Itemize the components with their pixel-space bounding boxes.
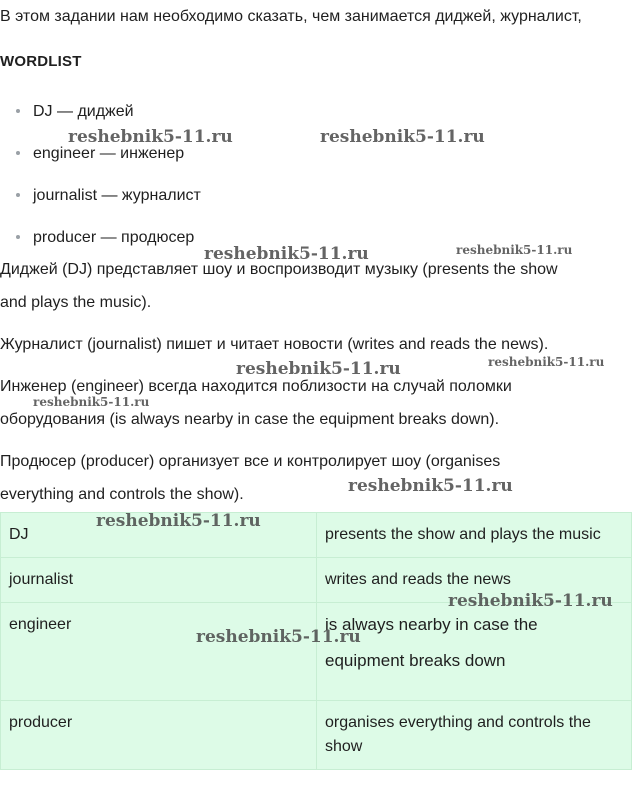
- table-cell-term: producer: [1, 701, 317, 770]
- watermark-text: reshebnik5-11.ru: [448, 591, 613, 611]
- watermark-text: reshebnik5-11.ru: [488, 355, 605, 369]
- watermark-text: reshebnik5-11.ru: [348, 476, 513, 496]
- watermark-text: reshebnik5-11.ru: [196, 627, 361, 647]
- watermark-text: reshebnik5-11.ru: [236, 359, 401, 379]
- list-item: journalist — журналист: [33, 185, 201, 207]
- bullet-icon: [16, 193, 20, 197]
- table-row: [1, 603, 632, 701]
- watermark-text: reshebnik5-11.ru: [33, 395, 150, 409]
- paragraph-producer-line2: everything and controls the show).: [0, 486, 244, 503]
- table-cell-definition: presents the show and plays the music: [317, 513, 632, 558]
- paragraph-producer-line1: Продюсер (producer) организует все и контролирует шоу (organises: [0, 453, 501, 470]
- list-item: DJ — диджей: [33, 101, 134, 123]
- bullet-icon: [16, 235, 20, 239]
- intro-text: В этом задании нам необходимо сказать, чем занимается диджей, журналист,: [0, 8, 582, 25]
- watermark-text: reshebnik5-11.ru: [456, 243, 573, 257]
- wordlist-heading: WORDLIST: [0, 53, 82, 70]
- bullet-icon: [16, 151, 20, 155]
- watermark-text: reshebnik5-11.ru: [96, 511, 261, 531]
- list-item: producer — продюсер: [33, 227, 194, 249]
- list-item: engineer — инженер: [33, 143, 184, 165]
- table-cell-term: DJ: [1, 513, 317, 558]
- table-cell-definition: organises everything and controls the show: [317, 701, 632, 770]
- paragraph-engineer-line1: Инженер (engineer) всегда находится поблизости на случай поломки: [0, 378, 512, 395]
- table-cell-definition: writes and reads the news: [317, 558, 632, 603]
- table-cell-definition: is always nearby in case the equipment breaks down: [317, 603, 632, 701]
- table-cell-term: engineer: [1, 603, 317, 701]
- watermark-text: reshebnik5-11.ru: [68, 127, 233, 147]
- table-cell-term: journalist: [1, 558, 317, 603]
- paragraph-journalist: Журналист (journalist) пишет и читает новости (writes and reads the news).: [0, 336, 549, 353]
- paragraph-dj-line1: Диджей (DJ) представляет шоу и воспроизводит музыку (presents the show: [0, 261, 558, 278]
- paragraph-engineer-line2: оборудования (is always nearby in case the equipment breaks down).: [0, 411, 500, 428]
- watermark-text: reshebnik5-11.ru: [204, 244, 369, 264]
- watermark-text: reshebnik5-11.ru: [320, 127, 485, 147]
- paragraph-dj-line2: and plays the music).: [0, 294, 152, 311]
- table-row: [1, 701, 632, 770]
- bullet-icon: [16, 109, 20, 113]
